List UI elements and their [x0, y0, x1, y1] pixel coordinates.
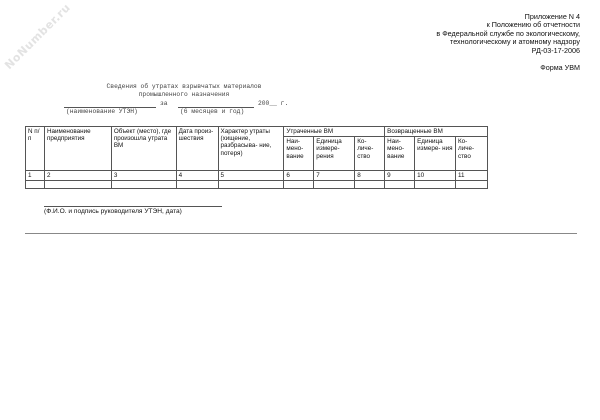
empty-cell[interactable] — [218, 181, 284, 189]
period-field[interactable] — [178, 100, 254, 108]
empty-cell[interactable] — [314, 181, 355, 189]
column-number-row — [26, 171, 488, 181]
watermark: NoNumber.ru — [2, 1, 74, 72]
header-line: в Федеральной службе по экологическому, — [436, 28, 580, 38]
column-number: 6 — [284, 171, 314, 181]
empty-cell[interactable] — [355, 181, 385, 189]
sub-header-returned-quantity: Ко- личе- ство — [456, 137, 488, 171]
year-label: 200__ г. — [258, 100, 289, 107]
empty-cell[interactable] — [111, 181, 176, 189]
column-number: 10 — [415, 171, 456, 181]
org-hint: (наименование УТЭН) — [66, 108, 138, 115]
column-number: 5 — [218, 171, 284, 181]
empty-cell[interactable] — [44, 181, 111, 189]
column-number: 11 — [456, 171, 488, 181]
signature-caption: (Ф.И.О. и подпись руководителя УТЭН, дата) — [44, 208, 182, 215]
period-hint: (6 месяцев и год) — [180, 108, 245, 115]
period-row — [64, 100, 304, 120]
sub-header-returned-unit: Единица измере- ния — [415, 137, 456, 171]
empty-cell[interactable] — [415, 181, 456, 189]
col-header-organization: Наименование предприятия — [44, 127, 111, 171]
title-line-2: промышленного назначения — [138, 90, 230, 98]
header-line: технологическому и атомному надзору — [450, 37, 580, 47]
header-line: к Положению об отчетности — [486, 20, 580, 30]
sub-header-lost-name: Наи- мено- вание — [284, 137, 314, 171]
group-header-lost: Утраченные ВМ — [284, 127, 385, 137]
column-number: 7 — [314, 171, 355, 181]
sub-header-lost-quantity: Ко- личе- ство — [355, 137, 385, 171]
losses-table — [25, 126, 488, 189]
table-row — [26, 181, 488, 189]
header-line: Приложение N 4 — [524, 12, 580, 21]
org-name-field[interactable] — [64, 100, 156, 108]
header-line: РД-03-17-2006 — [531, 45, 580, 55]
empty-cell[interactable] — [385, 181, 415, 189]
document-header — [436, 13, 580, 72]
column-number: 4 — [176, 171, 218, 181]
col-header-date: Дата произ- шествия — [176, 127, 218, 171]
signature-line[interactable] — [44, 206, 222, 207]
column-number: 1 — [26, 171, 45, 181]
column-number: 9 — [385, 171, 415, 181]
column-number: 2 — [44, 171, 111, 181]
col-header-object: Объект (место), где произошла утрата ВМ — [111, 127, 176, 171]
empty-cell[interactable] — [26, 181, 45, 189]
group-header-returned: Возвращенные ВМ — [385, 127, 488, 137]
column-number: 8 — [355, 171, 385, 181]
empty-cell[interactable] — [456, 181, 488, 189]
report-title — [64, 83, 304, 120]
separator-line — [25, 233, 577, 234]
col-header-character: Характер утраты (хищение, разбрасыва- ние, потеря) — [218, 127, 284, 171]
za-label: за — [160, 100, 168, 107]
sub-header-returned-name: Наи- мено- вание — [385, 137, 415, 171]
empty-cell[interactable] — [284, 181, 314, 189]
column-number: 3 — [111, 171, 176, 181]
form-label: Форма УВМ — [540, 63, 580, 73]
col-header-number: N п/п — [26, 127, 45, 171]
title-line-1: Сведения об утратах взрывчатых материалов — [106, 83, 262, 90]
sub-header-lost-unit: Единица измере- рения — [314, 137, 355, 171]
empty-cell[interactable] — [176, 181, 218, 189]
